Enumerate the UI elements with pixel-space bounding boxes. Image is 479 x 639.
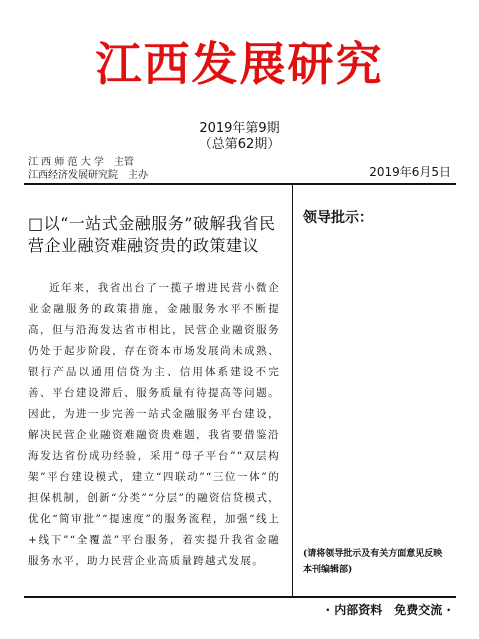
sponsor-organizer: 江西经济发展研究院 主办 — [28, 170, 148, 181]
bottom-divider — [24, 596, 456, 598]
sponsor-supervisor: 江 西 师 范 大 学 主管 — [28, 157, 134, 168]
top-divider — [24, 183, 456, 185]
footer-notice: · 内部资料 免费交流 · — [325, 603, 451, 617]
article-body: 近年来，我省出台了一揽子增进民营小微企业金融服务的政策措施，金融服务水平不断提高，但与沿海发达省市相比，民营企业融资服务仍处于起步阶段，存在资本市场发展尚未成熟、银行产品以通用信贷为主、信用体系建设不完善、平台建设滞后、服务质量有待提高等问题。因此，为进一步完善一站式金融服务平台建设，解决民营企业融资难融资贵难题，我省要借鉴沿海发达省份成功经验，采用“母子平台”“双层构架”平台建设模式，建立“四联动”“三位一体”的担保机制，创新“分类”“分层”的融资信贷模式，优化“简审批”“提速度”的服务流程，加强“线上+线下”“全覆盖”平台服务，着实提升我省金融服务水平，助力民营企业高质量跨越式发展。 — [28, 282, 280, 567]
issue-total-number: （总第62期） — [198, 137, 281, 152]
publish-date: 2019年6月5日 — [369, 165, 451, 179]
issue-number: 2019年第9期 — [199, 121, 280, 136]
article-headline: □以“一站式金融服务”破解我省民营企业融资难融资贵的政策建议 — [28, 214, 276, 255]
leader-instructions-label: 领导批示： — [303, 210, 373, 226]
issue-info — [0, 121, 479, 153]
sponsors-block — [28, 156, 148, 182]
column-divider — [292, 185, 293, 596]
masthead-title: 江西发展研究 — [95, 37, 384, 91]
editorial-note: (请将领导批示及有关方面意见反映本刊编辑部) — [303, 549, 443, 575]
